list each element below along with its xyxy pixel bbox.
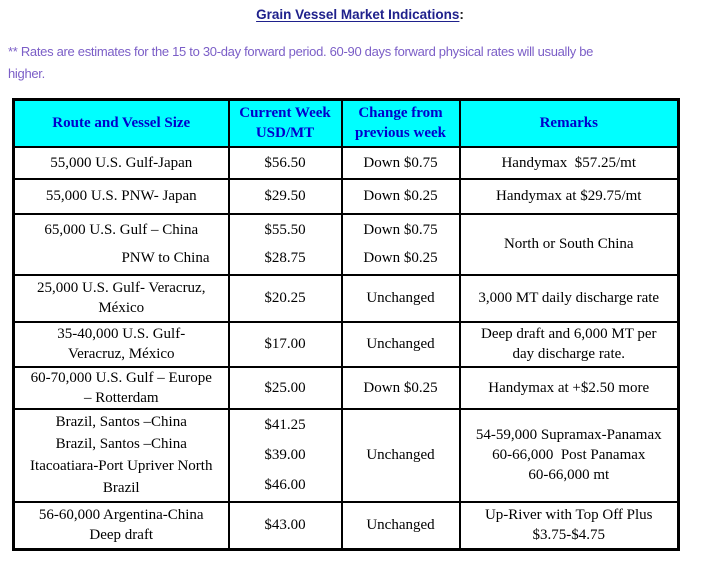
cell-change: Down $0.75 bbox=[342, 147, 460, 179]
cell-route: 55,000 U.S. PNW- Japan bbox=[14, 179, 229, 214]
header-route: Route and Vessel Size bbox=[14, 100, 229, 147]
cell-change: Unchanged bbox=[342, 409, 460, 502]
cell-rate: $56.50 bbox=[229, 147, 342, 179]
table-row bbox=[14, 367, 679, 409]
table-row bbox=[14, 179, 679, 214]
cell-change: Unchanged bbox=[342, 322, 460, 367]
table-row bbox=[14, 322, 679, 367]
cell-route: 55,000 U.S. Gulf-Japan bbox=[14, 147, 229, 179]
table-row bbox=[14, 275, 679, 322]
cell-change: Down $0.25 bbox=[342, 367, 460, 409]
cell-rate: $43.00 bbox=[229, 502, 342, 550]
table-row bbox=[14, 147, 679, 179]
document-page bbox=[0, 6, 720, 584]
page-title-text: Grain Vessel Market Indications bbox=[256, 7, 460, 22]
page-title-colon: : bbox=[459, 7, 464, 22]
cell-change: Down $0.75 Down $0.25 bbox=[342, 214, 460, 275]
cell-route: Brazil, Santos –China Brazil, Santos –China Itacoatiara-Port Upriver North Brazil bbox=[14, 409, 229, 502]
header-row bbox=[14, 100, 679, 147]
cell-route: 65,000 U.S. Gulf – China PNW to China bbox=[14, 214, 229, 275]
grain-vessel-rates-table bbox=[12, 98, 680, 551]
cell-remarks: 54-59,000 Supramax-Panamax 60-66,000 Post Panamax 60-66,000 mt bbox=[460, 409, 679, 502]
rates-note-line-2: higher. bbox=[8, 66, 45, 81]
table-row bbox=[14, 409, 679, 502]
rates-note-line-1: ** Rates are estimates for the 15 to 30-day forward period. 60-90 days forward physical rates will usually be bbox=[8, 44, 594, 59]
header-current-week: Current Week USD/MT bbox=[229, 100, 342, 147]
cell-remarks: North or South China bbox=[460, 214, 679, 275]
cell-route: 35-40,000 U.S. Gulf- Veracruz, México bbox=[14, 322, 229, 367]
cell-rate: $55.50 $28.75 bbox=[229, 214, 342, 275]
cell-route: 25,000 U.S. Gulf- Veracruz, México bbox=[14, 275, 229, 322]
cell-change: Down $0.25 bbox=[342, 179, 460, 214]
cell-remarks: Handymax at +$2.50 more bbox=[460, 367, 679, 409]
page-title bbox=[0, 6, 720, 24]
cell-rate: $17.00 bbox=[229, 322, 342, 367]
table-row bbox=[14, 502, 679, 550]
cell-rate: $25.00 bbox=[229, 367, 342, 409]
header-change: Change from previous week bbox=[342, 100, 460, 147]
cell-remarks: Up-River with Top Off Plus $3.75-$4.75 bbox=[460, 502, 679, 550]
cell-change: Unchanged bbox=[342, 502, 460, 550]
cell-route: 56-60,000 Argentina-China Deep draft bbox=[14, 502, 229, 550]
cell-route: 60-70,000 U.S. Gulf – Europe – Rotterdam bbox=[14, 367, 229, 409]
rates-note bbox=[8, 41, 712, 85]
header-remarks: Remarks bbox=[460, 100, 679, 147]
cell-remarks: Handymax $57.25/mt bbox=[460, 147, 679, 179]
cell-rate: $41.25 $39.00 $46.00 bbox=[229, 409, 342, 502]
cell-remarks: Deep draft and 6,000 MT per day discharge rate. bbox=[460, 322, 679, 367]
cell-remarks: 3,000 MT daily discharge rate bbox=[460, 275, 679, 322]
cell-rate: $20.25 bbox=[229, 275, 342, 322]
table-row bbox=[14, 214, 679, 275]
cell-change: Unchanged bbox=[342, 275, 460, 322]
cell-remarks: Handymax at $29.75/mt bbox=[460, 179, 679, 214]
cell-rate: $29.50 bbox=[229, 179, 342, 214]
